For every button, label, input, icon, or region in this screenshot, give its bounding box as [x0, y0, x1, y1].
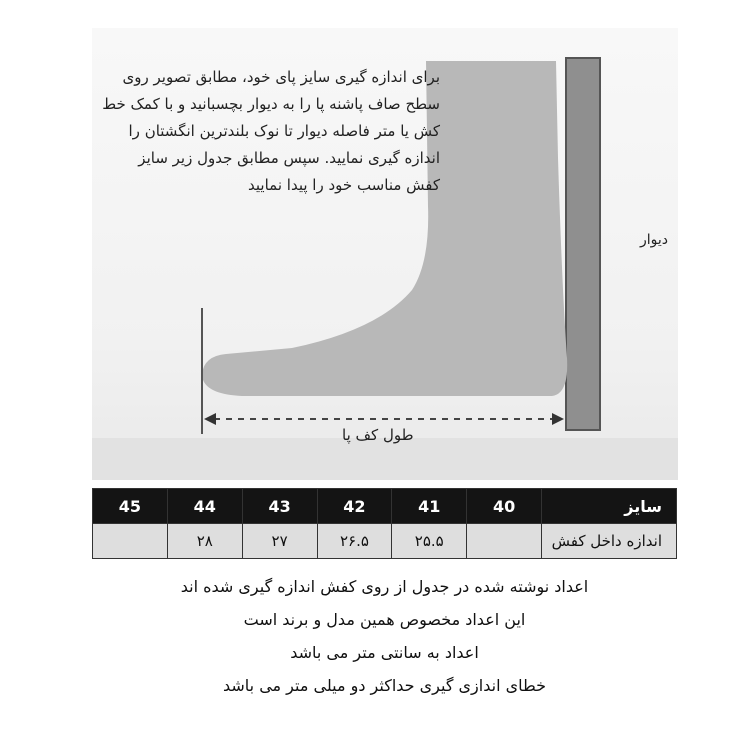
wall [566, 58, 600, 430]
insole-length-cell [467, 524, 542, 559]
note-line: این اعداد مخصوص همین مدل و برند است [243, 610, 526, 629]
note-line: اعداد به سانتی متر می باشد [290, 643, 479, 662]
size-cell: 41 [392, 489, 467, 524]
foot-measurement-diagram [92, 28, 678, 480]
insole-length-cell [93, 524, 168, 559]
note-line: اعداد نوشته شده در جدول از روی کفش اندازه گیری شده اند [180, 577, 589, 596]
note-line: خطای اندازی گیری حداکثر دو میلی متر می باشد [222, 676, 547, 695]
size-cell: 43 [242, 489, 317, 524]
insole-length-row [93, 524, 677, 559]
size-cell: 45 [93, 489, 168, 524]
size-table [92, 488, 677, 559]
notes [92, 570, 677, 702]
size-row [93, 489, 677, 524]
insole-length-cell: ۲۶.۵ [317, 524, 392, 559]
insole-length-cell: ۲۵.۵ [392, 524, 467, 559]
wall-label: دیوار [639, 232, 668, 248]
floor [92, 438, 678, 480]
size-cell: 44 [167, 489, 242, 524]
size-cell: 42 [317, 489, 392, 524]
insole-length-label: اندازه داخل کفش [542, 524, 677, 559]
insole-length-cell: ۲۷ [242, 524, 317, 559]
size-header-label: سایز [542, 489, 677, 524]
measurement-arrow-right [552, 413, 564, 425]
size-cell: 40 [467, 489, 542, 524]
insole-length-cell: ۲۸ [167, 524, 242, 559]
measurement-instructions: برای اندازه گیری سایز پای خود، مطابق تصویر روی سطح صاف پاشنه پا را به دیوار بچسبانید و با کمک خط کش یا متر فاصله دیوار تا نوک بلندترین انگشتان را اندازه گیری نمایید. سپس مطابق جدول زیر سایز کفش مناسب خود را پیدا نمایید [102, 68, 440, 194]
foot-length-label: طول کف پا [342, 426, 414, 444]
measurement-arrow-left [204, 413, 216, 425]
